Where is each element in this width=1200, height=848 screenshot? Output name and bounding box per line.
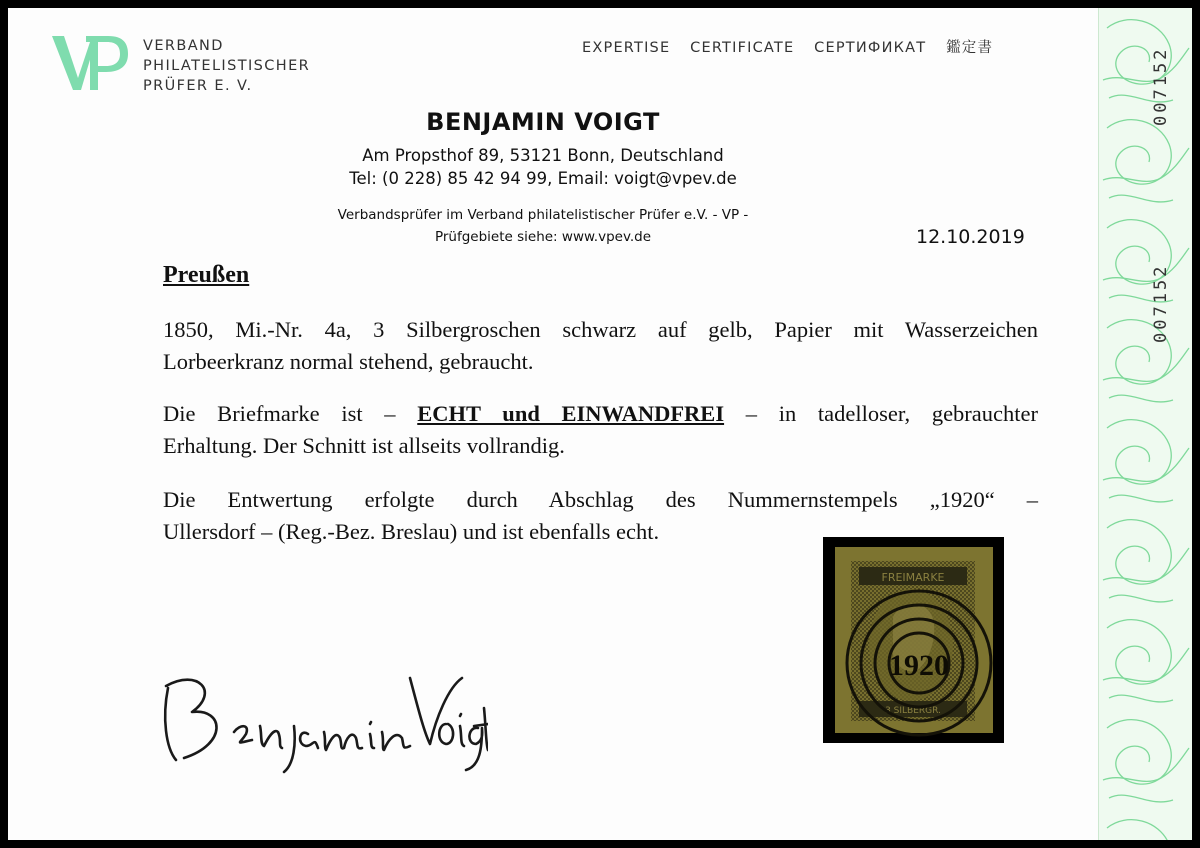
examiner-address: Am Propsthof 89, 53121 Bonn, Deutschland xyxy=(362,146,724,165)
heading-kanteisho: 鑑定書 xyxy=(946,40,994,56)
security-band xyxy=(1098,8,1192,840)
association-line-2: PHILATELISTISCHER xyxy=(143,58,311,74)
verdict-line-1 xyxy=(163,398,1038,430)
heading-expertise: EXPERTISE xyxy=(582,40,671,56)
certificate-page xyxy=(8,8,1192,840)
heading-certificate: CERTIFICATE xyxy=(690,40,795,56)
verdict-prefix: Die Briefmarke ist – xyxy=(163,401,396,426)
stamp-bottom-text: 3 SILBERGR. xyxy=(885,706,941,716)
serial-number-bottom: 007152 xyxy=(1151,263,1171,343)
cancel-number: 1920 xyxy=(889,649,949,682)
description-line-1: 1850, Mi.-Nr. 4a, 3 Silbergroschen schwarz auf gelb, Papier mit Wasserzeichen xyxy=(163,317,1038,342)
heading-sertifikat: СЕРТИФИКАТ xyxy=(814,40,927,56)
description-line-2: Lorbeerkranz normal stehend, gebraucht. xyxy=(163,349,534,374)
vp-logo xyxy=(50,30,130,100)
examiner-signature xyxy=(148,648,488,778)
verdict-text: ECHT und EINWANDFREI xyxy=(417,401,725,426)
association-line-1: VERBAND xyxy=(143,38,224,54)
cancel-line-1: Die Entwertung erfolgte durch Abschlag des Nummernstempels „1920“ – xyxy=(163,487,1038,512)
examiner-contact: Tel: (0 228) 85 42 94 99, Email: voigt@vpev.de xyxy=(349,169,737,188)
stamp-photo xyxy=(823,537,1004,743)
cancel-line-2: Ullersdorf – (Reg.-Bez. Breslau) und ist ebenfalls echt. xyxy=(163,519,660,544)
serial-number-top: 007152 xyxy=(1151,46,1171,126)
condition-line-2: Erhaltung. Der Schnitt ist allseits vollrandig. xyxy=(163,433,565,458)
country-heading: Preußen xyxy=(163,262,250,288)
examiner-name: BENJAMIN VOIGT xyxy=(426,108,660,136)
verdict-paragraph xyxy=(163,398,1038,462)
guilloche-pattern xyxy=(1099,8,1192,840)
association-line-3: PRÜFER E. V. xyxy=(143,78,253,94)
certificate-heading xyxy=(582,36,1007,57)
certificate-date: 12.10.2019 xyxy=(916,226,1025,248)
stamp-top-text: FREIMARKE xyxy=(881,571,945,584)
stamp-description xyxy=(163,314,1038,378)
examiner-membership: Verbandsprüfer im Verband philatelistischer Prüfer e.V. - VP - xyxy=(337,207,749,223)
verdict-suffix: – in tadelloser, gebrauchter xyxy=(745,401,1039,426)
examiner-areas: Prüfgebiete siehe: www.vpev.de xyxy=(434,229,652,245)
association-name xyxy=(143,36,310,96)
